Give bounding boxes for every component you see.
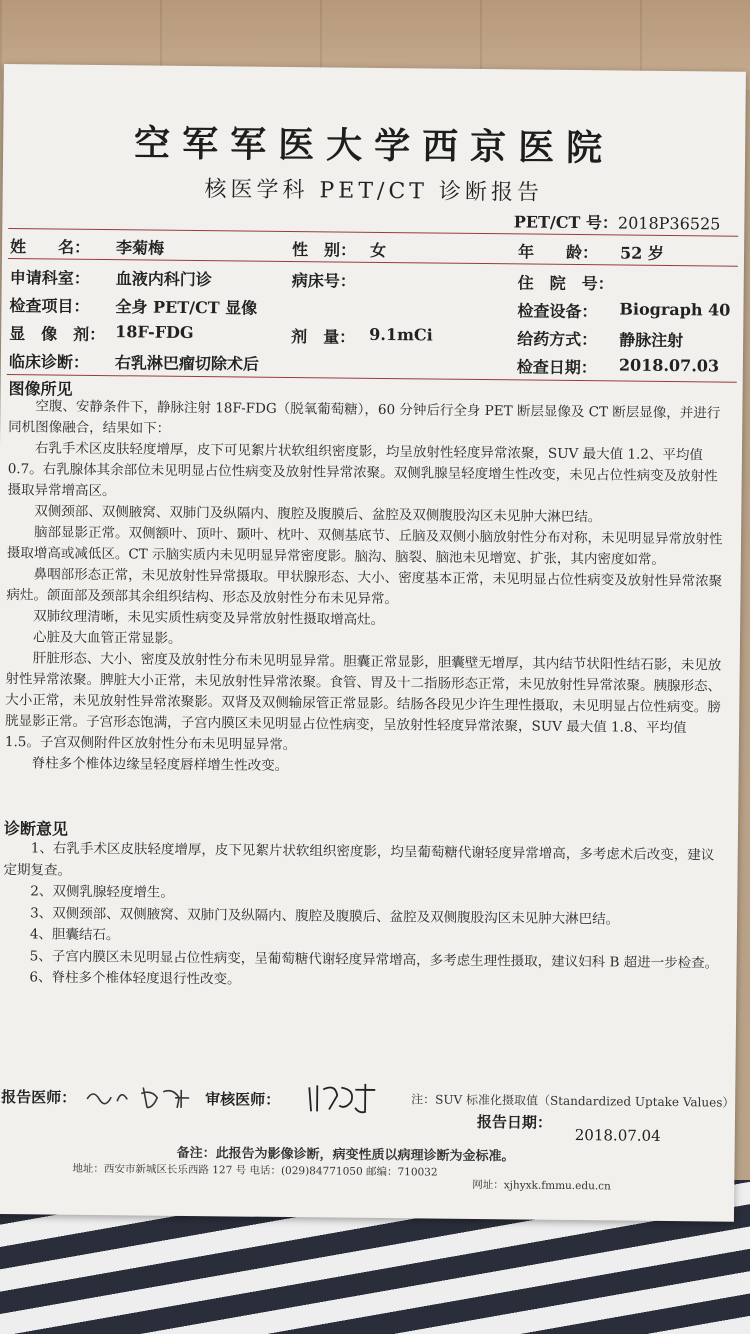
device-label: 检查设备：: [517, 301, 598, 322]
findings-paragraph: 双肺纹理清晰，未见实质性病变及异常放射性摄取增高灶。: [33, 608, 385, 629]
reviewer-signature: [303, 1079, 393, 1116]
hospital-website: 网址：xjhyxk.fmmu.edu.cn: [472, 1178, 611, 1193]
inpatient-label: 住 院 号：: [517, 273, 614, 294]
clinical-diagnosis: 右乳淋巴瘤切除术后: [114, 353, 259, 374]
findings-paragraph: 脊柱多个椎体边缘呈轻度唇样增生性改变。: [31, 755, 289, 775]
sex-label: 性 别：: [291, 240, 357, 260]
patient-name: 李菊梅: [115, 238, 165, 258]
report-sheet: [0, 64, 746, 1222]
bed-label: 病床号：: [291, 271, 356, 291]
reviewer-label: 审核医师：: [205, 1090, 281, 1109]
department: 血液内科门诊: [115, 269, 212, 290]
agent-label: 显 像 剂：: [9, 324, 106, 345]
findings-body: [5, 396, 727, 781]
findings-title: 图像所见: [8, 379, 73, 399]
exam-label: 检查项目：: [9, 296, 90, 316]
findings-paragraph: 双侧颈部、双侧腋窝、双肺门及纵隔内、腹腔及腹膜后、盆腔及双侧腹股沟区未见肿大淋巴结。: [34, 503, 602, 526]
dose-value: 9.1mCi: [369, 324, 433, 345]
findings-paragraph: 右乳手术区皮肤轻度增厚，皮下可见絮片状软组织密度影，均呈放射性轻度异常浓聚，SUV 最大值 1.2、平均值 0.7。右乳腺体其余部位未见明显占位性病变及放射性异常浓聚。双侧乳腺呈轻度增生性改变，未见占位性病变及放射性摄取异常增高区。: [7, 440, 718, 500]
report-remark: 备注：此报告为影像诊断，病变性质以病理诊断为金标准。: [176, 1145, 515, 1165]
reporter-signature: [83, 1079, 223, 1112]
exam-date: 2018.07.03: [618, 355, 720, 376]
administration-route: 静脉注射: [619, 330, 684, 351]
exam-device: Biograph 40: [619, 299, 731, 320]
diagnosis-item: 3、双侧颈部、双侧腋窝、双肺门及纵隔内、腹腔及腹膜后、盆腔及双侧腹股沟区未见肿大淋巴结。: [30, 904, 620, 927]
report-number: [514, 209, 721, 234]
findings-paragraph: 空腹、安静条件下，静脉注射 18F-FDG（脱氧葡萄糖），60 分钟后行全身 PET 断层显像及 CT 断层显像，并进行同机图像融合，结果如下：: [8, 398, 721, 437]
patient-sex: 女: [369, 240, 387, 261]
clinical-label: 临床诊断：: [8, 352, 89, 372]
hospital-address: 地址：西安市新城区长乐西路 127 号 电话：(029)84771050 邮编：710032: [72, 1162, 438, 1179]
name-label: 姓 名：: [9, 237, 91, 257]
report-date: 2018.07.04: [574, 1126, 661, 1145]
diagnosis-item: 6、脊柱多个椎体轻度退行性改变。: [29, 969, 241, 988]
findings-paragraph: 肝脏形态、大小、密度及放射性分布未见明显异常。胆囊正常显影，胆囊壁无增厚，其内结节状阳性结石影，未见放射性异常浓聚。脾脏大小正常，未见放射性异常浓聚。食管、胃及十二指肠形态正常，未见放射性异常浓聚。胰腺形态、大小正常，未见放射性异常浓聚影。双肾及双侧输尿管正常显影。结肠各段见少许生理性摄取，未见明显占位性病变。膀胱显影正常。子宫形态饱满，子宫内膜区未见明显占位性病变，呈放射性轻度异常浓聚，SUV 最大值 1.8、平均值 1.5。子宫双侧附件区放射性分布未见明显异常。: [4, 650, 722, 754]
report-title: 核医学科 PET/CT 诊断报告: [204, 177, 544, 206]
diagnosis-title: 诊断意见: [3, 819, 69, 839]
patient-age: 52 岁: [619, 243, 664, 263]
diagnosis-item: 1、右乳手术区皮肤轻度增厚，皮下见絮片状软组织密度影，均呈葡萄糖代谢轻度异常增高，多考虑术后改变，建议定期复查。: [3, 840, 715, 879]
dose-label: 剂 量：: [291, 327, 356, 347]
suv-note: 注：SUV 标准化摄取值（Standardized Uptake Values）: [411, 1092, 735, 1110]
report-number-label: PET/CT 号：: [513, 212, 619, 233]
hospital-name: 空军军医大学西京医院: [133, 122, 615, 170]
report-date-label: 报告日期：: [476, 1113, 553, 1132]
report-number-value: 2018P36525: [617, 213, 721, 234]
diagnosis-body: [2, 838, 722, 996]
diagnosis-item: 5、子宫内膜区未见明显占位性病变，呈葡萄糖代谢轻度异常增高，多考虑生理性摄取，建议妇科 B 超进一步检查。: [29, 947, 719, 972]
reporter-label: 报告医师：: [1, 1088, 77, 1107]
imaging-agent: 18F-FDG: [115, 322, 194, 343]
findings-paragraph: 脑部显影正常。双侧额叶、顶叶、颞叶、枕叶、双侧基底节、丘脑及双侧小脑放射性分布对称，未见明显异常放射性摄取增高或减低区。CT 示脑实质内未见明显异常密度影。脑沟、脑裂、脑池未见增宽、扩张，其内密度如常。: [6, 524, 723, 568]
findings-paragraph: 鼻咽部形态正常，未见放射性异常摄取。甲状腺形态、大小、密度基本正常，未见明显占位性病变及放射性异常浓聚病灶。颌面部及颈部其余组织结构、形态及放射性分布未见异常。: [6, 566, 723, 608]
diagnosis-item: 4、胆囊结石。: [29, 926, 120, 944]
diagnosis-item: 2、双侧乳腺轻度增生。: [30, 883, 175, 901]
exam-item: 全身 PET/CT 显像: [115, 297, 258, 318]
findings-paragraph: 心脏及大血管正常显影。: [32, 629, 182, 647]
route-label: 给药方式：: [517, 329, 598, 350]
dept-label: 申请科室：: [9, 268, 90, 288]
age-label: 年 龄：: [517, 242, 599, 263]
exam-date-label: 检查日期：: [516, 357, 597, 378]
